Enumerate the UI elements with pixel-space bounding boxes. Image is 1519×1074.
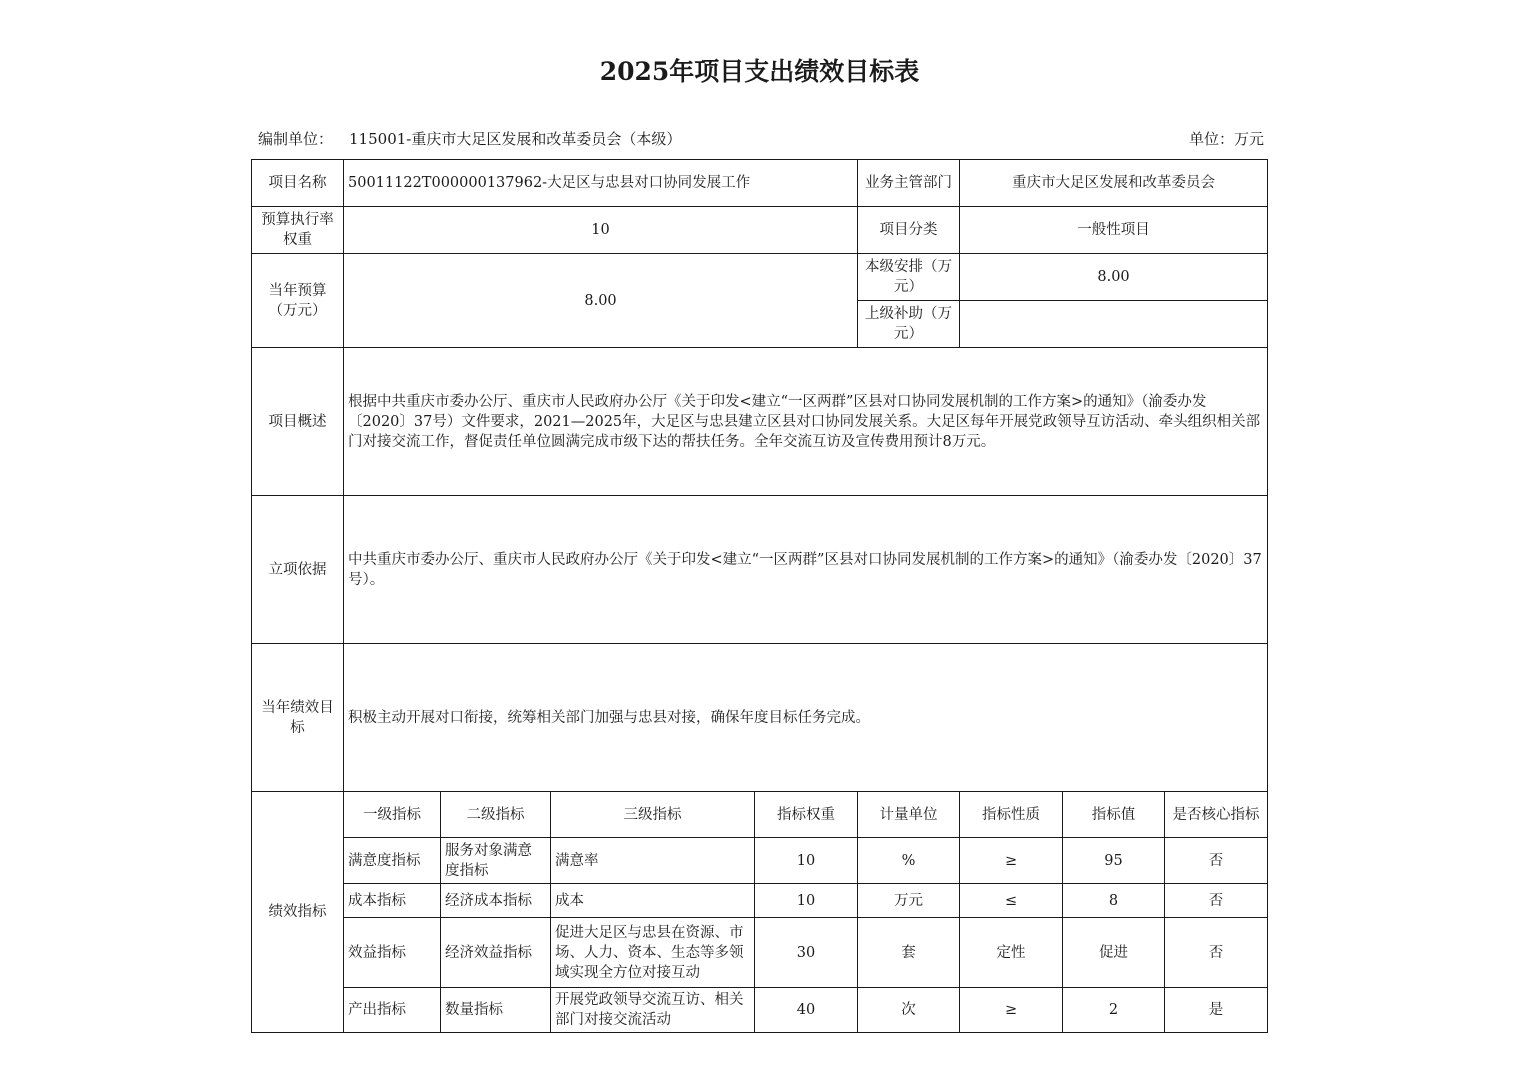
budget-value: 8.00 [344, 254, 858, 348]
level2-indicator: 经济效益指标 [441, 918, 551, 988]
indicator-unit: % [858, 838, 960, 884]
indicator-weight: 40 [755, 988, 858, 1033]
indicator-core: 否 [1165, 838, 1268, 884]
indicator-value: 2 [1063, 988, 1165, 1033]
row-weight [252, 207, 1268, 254]
indicator-weight: 10 [755, 884, 858, 918]
indicator-header: 指标权重 [755, 792, 858, 838]
unit-label: 单位：万元 [1188, 130, 1264, 148]
indicator-row [252, 884, 1268, 918]
indicator-nature: ≥ [960, 838, 1063, 884]
indicator-core: 是 [1165, 988, 1268, 1033]
indicator-weight: 10 [755, 838, 858, 884]
indicator-row [252, 838, 1268, 884]
level3-indicator: 成本 [551, 884, 755, 918]
overview-label: 项目概述 [252, 348, 344, 496]
indicator-row [252, 918, 1268, 988]
weight-label: 预算执行率权重 [252, 207, 344, 254]
performance-table [251, 159, 1268, 1033]
basis-label: 立项依据 [252, 496, 344, 644]
indicator-header: 是否核心指标 [1165, 792, 1268, 838]
level1-indicator: 产出指标 [344, 988, 441, 1033]
dept-value: 重庆市大足区发展和改革委员会 [960, 160, 1268, 207]
indicator-core: 否 [1165, 918, 1268, 988]
budget-label: 当年预算（万元） [252, 254, 344, 348]
indicator-header: 二级指标 [441, 792, 551, 838]
indicator-row [252, 988, 1268, 1033]
indicator-header: 指标值 [1063, 792, 1165, 838]
overview-text: 根据中共重庆市委办公厅、重庆市人民政府办公厅《关于印发<建立“一区两群”区县对口协同发展机制的工作方案>的通知》（渝委办发〔2020〕37号）文件要求，2021—2025年，大足区与忠县建立区县对口协同发展关系。大足区每年开展党政领导互访活动、牵头组织相关部门对接交流工作，督促责任单位圆满完成市级下达的帮扶任务。全年交流互访及宣传费用预计8万元。 [344, 348, 1268, 496]
row-budget [252, 254, 1268, 301]
row-project-name [252, 160, 1268, 207]
superior-value [960, 301, 1268, 348]
level1-indicator: 效益指标 [344, 918, 441, 988]
local-label: 本级安排（万元） [858, 254, 960, 301]
indicator-value: 8 [1063, 884, 1165, 918]
level3-indicator: 促进大足区与忠县在资源、市场、人力、资本、生态等多领域实现全方位对接互动 [551, 918, 755, 988]
project-name-value: 50011122T000000137962-大足区与忠县对口协同发展工作 [344, 160, 858, 207]
indicator-unit: 万元 [858, 884, 960, 918]
indicator-header: 一级指标 [344, 792, 441, 838]
indicator-weight: 30 [755, 918, 858, 988]
indicator-nature: 定性 [960, 918, 1063, 988]
row-basis [252, 496, 1268, 644]
level3-indicator: 满意率 [551, 838, 755, 884]
org-value: 115001-重庆市大足区发展和改革委员会（本级） [349, 130, 682, 148]
indicator-header: 三级指标 [551, 792, 755, 838]
indicators-label: 绩效指标 [252, 792, 344, 1033]
level1-indicator: 成本指标 [344, 884, 441, 918]
local-value: 8.00 [960, 254, 1268, 301]
row-overview [252, 348, 1268, 496]
indicator-value: 促进 [1063, 918, 1165, 988]
dept-label: 业务主管部门 [858, 160, 960, 207]
category-value: 一般性项目 [960, 207, 1268, 254]
goal-label: 当年绩效目标 [252, 644, 344, 792]
indicator-value: 95 [1063, 838, 1165, 884]
org-label: 编制单位： [258, 130, 334, 148]
page-title: 2025年项目支出绩效目标表 [599, 57, 920, 86]
indicator-nature: ≥ [960, 988, 1063, 1033]
indicator-unit: 次 [858, 988, 960, 1033]
level2-indicator: 经济成本指标 [441, 884, 551, 918]
project-name-label: 项目名称 [252, 160, 344, 207]
indicator-nature: ≤ [960, 884, 1063, 918]
indicator-header: 指标性质 [960, 792, 1063, 838]
level2-indicator: 服务对象满意度指标 [441, 838, 551, 884]
level2-indicator: 数量指标 [441, 988, 551, 1033]
indicator-core: 否 [1165, 884, 1268, 918]
indicator-header-row [252, 792, 1268, 838]
row-goal [252, 644, 1268, 792]
category-label: 项目分类 [858, 207, 960, 254]
basis-text: 中共重庆市委办公厅、重庆市人民政府办公厅《关于印发<建立“一区两群”区县对口协同发展机制的工作方案>的通知》（渝委办发〔2020〕37号）。 [344, 496, 1268, 644]
indicator-header: 计量单位 [858, 792, 960, 838]
weight-value: 10 [344, 207, 858, 254]
level3-indicator: 开展党政领导交流互访、相关部门对接交流活动 [551, 988, 755, 1033]
level1-indicator: 满意度指标 [344, 838, 441, 884]
indicator-unit: 套 [858, 918, 960, 988]
org-info [258, 128, 681, 149]
goal-text: 积极主动开展对口衔接，统筹相关部门加强与忠县对接，确保年度目标任务完成。 [344, 644, 1268, 792]
superior-label: 上级补助（万元） [858, 301, 960, 348]
